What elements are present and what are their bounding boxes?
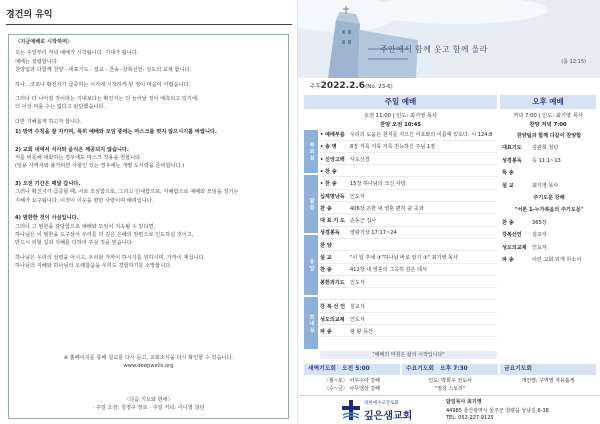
wed-prayer-heading: 수요기도회 오후 7:30: [402, 364, 498, 375]
order-value: 인도자: [350, 279, 365, 286]
homepage-link[interactable]: www.deepwells.org: [123, 362, 174, 369]
next-duty: 〈다음 기도와 헌애〉 · 주일 오전: 김정구 장로 · 주일 저녁: 이니영 청년: [92, 397, 205, 411]
item-heading: 2) 교회 내에서 식사와 음식은 제공되지 않습니다.: [15, 146, 129, 153]
evening-order-row: [502, 131, 596, 141]
order-row: [320, 143, 497, 153]
order-row: [320, 266, 497, 276]
evening-order-label: 특 송: [502, 170, 514, 177]
evening-order-row: [502, 168, 596, 178]
evening-order-label: 찬양팀과 함께 다같이 찬양합: [516, 133, 582, 139]
order-value: "이 일 후에 ③"하나님 바로 알기 ③" 최기영 목사: [350, 255, 458, 261]
church-phone: TEL. 052-227-9125: [446, 415, 494, 421]
left-page: [0, 0, 297, 424]
evening-order-label: 성경봉독: [502, 157, 522, 164]
order-row: [320, 229, 497, 239]
order-row: [320, 217, 497, 227]
para: 그러나 더 나아질 것이라는 기대보다는 확진자는 더 늘어날 것이 예측되고 있기에,: [15, 96, 199, 103]
order-label: 찬 송: [320, 205, 332, 212]
order-value: 412장 내 영혼의 그윽히 깊은 데서: [350, 267, 427, 274]
dawn-prayer-heading: 새벽기도회 오전 5:00: [304, 364, 400, 375]
order-label: 대 표 기 도: [320, 218, 346, 225]
order-value: 열왕기상 17:17~24: [350, 230, 397, 237]
para: 찬양팀과 다함께 찬양 - 대표기도 - 설교 - 찬송 -강복선언- 성도의 교제 합니다.: [15, 67, 192, 74]
evening-order-label: "서론 1-누가복음의 주기도문": [514, 207, 584, 214]
verse-reference: (롬 12:15): [561, 59, 586, 65]
evening-order-row: [502, 143, 596, 153]
order-label: 찬 송: [320, 267, 332, 274]
order-row: [320, 156, 497, 166]
order-row: [320, 328, 497, 338]
order-value: 손동근 집사: [350, 218, 377, 225]
order-label: 십계명낭독: [320, 193, 345, 200]
order-row: [320, 242, 497, 252]
order-row: [320, 168, 497, 178]
item-body: 그러나 그 범한을 감당함으로 예배와 모임이 지속될 수 있다면,: [15, 223, 156, 230]
evening-order-value: 득 11:1~13: [532, 157, 561, 164]
church-name: 깊은샘교회: [364, 411, 413, 422]
evening-order-value: 김관희 청년: [532, 145, 559, 152]
order-value: 설교자: [350, 304, 365, 311]
evening-order-row: [502, 156, 596, 166]
order-value: 406장 곤한 내 영혼 편히 쉴 곳과: [350, 205, 424, 212]
order-value: 15장 하나님의 크신 사랑: [350, 181, 406, 188]
item-body: 그러나 확진자가 급증할 때, 서로 조심함으로, 그리고 인내함으로, 지혜함으로 예배와 모임을 성기는: [15, 189, 239, 196]
item-body: 하나님의 지혜와 하나님의 오래참음을 우리도 경험하기를 소망합니다.: [15, 263, 172, 270]
evening-order-value: 이런 교회 되게 하소서: [532, 257, 582, 263]
evening-order-row: [502, 181, 596, 191]
order-label: • 찬 송: [320, 181, 337, 188]
order-label: 찬 양: [320, 242, 332, 249]
page-title: 경건의 유익: [6, 7, 292, 25]
order-label: • 예배부름: [320, 132, 345, 138]
evening-service-heading: 오후 예배: [500, 95, 596, 109]
fri-prayer-details: 개인별, 구역별 자유롭게: [521, 378, 575, 384]
order-label: 성도의교제: [320, 316, 345, 323]
evening-order-row: [502, 230, 596, 240]
column-heading: 〈지금예배로 시작하며〉: [15, 39, 73, 45]
denomination: 대한예수교장로회: [364, 401, 399, 406]
order-label: 설 교: [320, 255, 332, 261]
order-value: 인도자: [350, 316, 365, 323]
item-body: 지혜가 요구됩니다. 이것이 이웃을 향한 사랑이며 배려입니다.: [15, 197, 154, 204]
order-row: [320, 180, 497, 190]
order-label: 봉헌과기도: [320, 279, 345, 286]
church-footer: [298, 395, 600, 424]
evening-order-row: [502, 255, 596, 265]
order-label: 성경봉독: [320, 230, 340, 237]
order-row: [320, 316, 497, 326]
church-logo-icon: [340, 399, 362, 421]
evening-order-label: 설 교: [502, 182, 514, 189]
evening-order-value: 설교자: [532, 232, 547, 239]
item-body: 하나님은 우리의 심령을 아시고, 우리와 가까이 하시기를 원하시며, 가까이 계십니다.: [15, 254, 206, 261]
order-row: [320, 254, 497, 264]
item-heading: 4) 범한한 것이 사심입니다.: [15, 215, 79, 222]
section-response: 응답: [304, 235, 318, 295]
evening-order-label: 대표기도: [502, 145, 522, 152]
main-time: 오전 11:00 | 인도: 최기영 목사: [363, 113, 438, 119]
order-row: [320, 131, 497, 141]
main-praise-time: 찬양 오전 10:45: [379, 122, 422, 128]
order-value: 8장 거룩 거룩 거룩 전능하신 주님 1절: [350, 144, 436, 151]
order-value: 우리의 도움은 천지를 지으신 여호와의 이름에 있도다. 시 124:8: [350, 132, 493, 138]
item-body: 저를 비롯해 대화하는 경우에도 마스크 착용을 권합니다.: [15, 155, 142, 162]
item-body: 반드시 피할 길과 지혜를 더하여 주실 것을 믿습니다.: [15, 240, 134, 247]
right-page: [298, 0, 600, 424]
item-body: (일용 사역자와 불가피한 사항인 있는 경우에는 개별 도시락을 준비합니다.): [15, 163, 185, 170]
theme-verse: 주안에서 함께 웃고 함께 울라: [380, 45, 488, 54]
order-label: • 송 영: [320, 144, 337, 151]
evening-order-row: [502, 193, 596, 203]
order-row: [320, 193, 497, 203]
bulletin-date: 주후2022.2.6(No. 23-6): [310, 81, 393, 91]
para: 오는 주일부터 저녁 예배가 시작됩니다. 기대가 됩니다.: [15, 50, 139, 57]
fri-prayer-heading: 금요기도회: [500, 364, 596, 375]
evening-order-value: 인도자: [532, 244, 547, 251]
evening-order-row: [502, 243, 596, 253]
order-row: [320, 291, 497, 301]
item-body: 하나님은 이 범한을 도구삼아 우리를 더 깊은 은혜의 방편으로 인도하실 것이고,: [15, 231, 194, 238]
order-value: 왕 왕 동산: [350, 328, 373, 335]
para: 더 이상 미룰 수는 없다고 판단했습니다.: [15, 104, 106, 111]
evening-order-value: 365장: [532, 219, 547, 226]
section-sending: 보내심: [304, 297, 318, 349]
evening-time: 저녁 7:00 | 인도: 최기영 목사: [513, 113, 583, 119]
evening-order-row: [502, 218, 596, 228]
order-value: 인도자: [350, 193, 365, 200]
church-address: 44985 울산광역시 울주군 청량읍 상남길 6-38: [446, 408, 549, 414]
evening-order-label: 파 송: [502, 257, 514, 263]
evening-order-value: 최기영 목사: [532, 182, 559, 189]
para: 하나...코로나 확진자가 급증하는 시기에 시작하게 된 점이 마음이 어렵습니다.: [15, 81, 191, 88]
evening-order-row: [502, 205, 596, 215]
evening-order-label: 찬 송: [502, 219, 514, 226]
hero-banner: [298, 0, 600, 78]
item-heading: 1) 방역 수칙을 잘 지키며, 특히 예배와 모임 중에는 마스크를 벗지 않으시기를 바랍니다.: [15, 129, 217, 136]
evening-order-label: 강복선언: [502, 232, 522, 239]
order-row: [320, 205, 497, 215]
order-value: 사도신경: [350, 156, 370, 163]
evening-order-label: 주기도문 강해: [533, 195, 565, 201]
column-box: [8, 34, 289, 419]
order-label: • 신앙고백: [320, 156, 345, 163]
evening-praise-time: 찬양 저녁 7:00: [529, 122, 567, 128]
order-label: • 찬 송: [320, 168, 337, 175]
wed-prayer-details: 인도: 박희우 전도사 "점검 스토리": [428, 378, 472, 392]
dawn-prayer-details: 〈월~토〉 어우수아 강해 〈수~금〉 사무엘상 강해: [323, 378, 380, 392]
order-label: 파 송: [320, 328, 332, 335]
section-calling: 부르심: [304, 130, 318, 173]
order-row: [320, 303, 497, 313]
worship-motto: "예배의 마침은 삶의 시작입니다": [320, 351, 497, 359]
order-label: 강 복 선 언: [320, 304, 346, 311]
homepage-note: ※ 홈페이지를 통해 설교를 다시 듣고, 교회소식을 다시 확인할 수 있습니다. www.deepwells.org: [9, 355, 288, 370]
senior-pastor: 담임목사 최기영: [446, 399, 482, 405]
para: 다만 지혜롭게 하고자 합니다.: [15, 118, 82, 125]
para: 예배는 설렘합니다.: [15, 58, 59, 65]
evening-order-label: 성도의교제: [502, 244, 527, 251]
church-building-illustration: [298, 0, 600, 78]
main-service-heading: 주일 예배: [304, 95, 497, 109]
section-word: 말씀: [304, 175, 318, 233]
item-heading: 3) 오전 기간은 매달 갑니다.: [15, 180, 81, 187]
order-row: [320, 279, 497, 289]
